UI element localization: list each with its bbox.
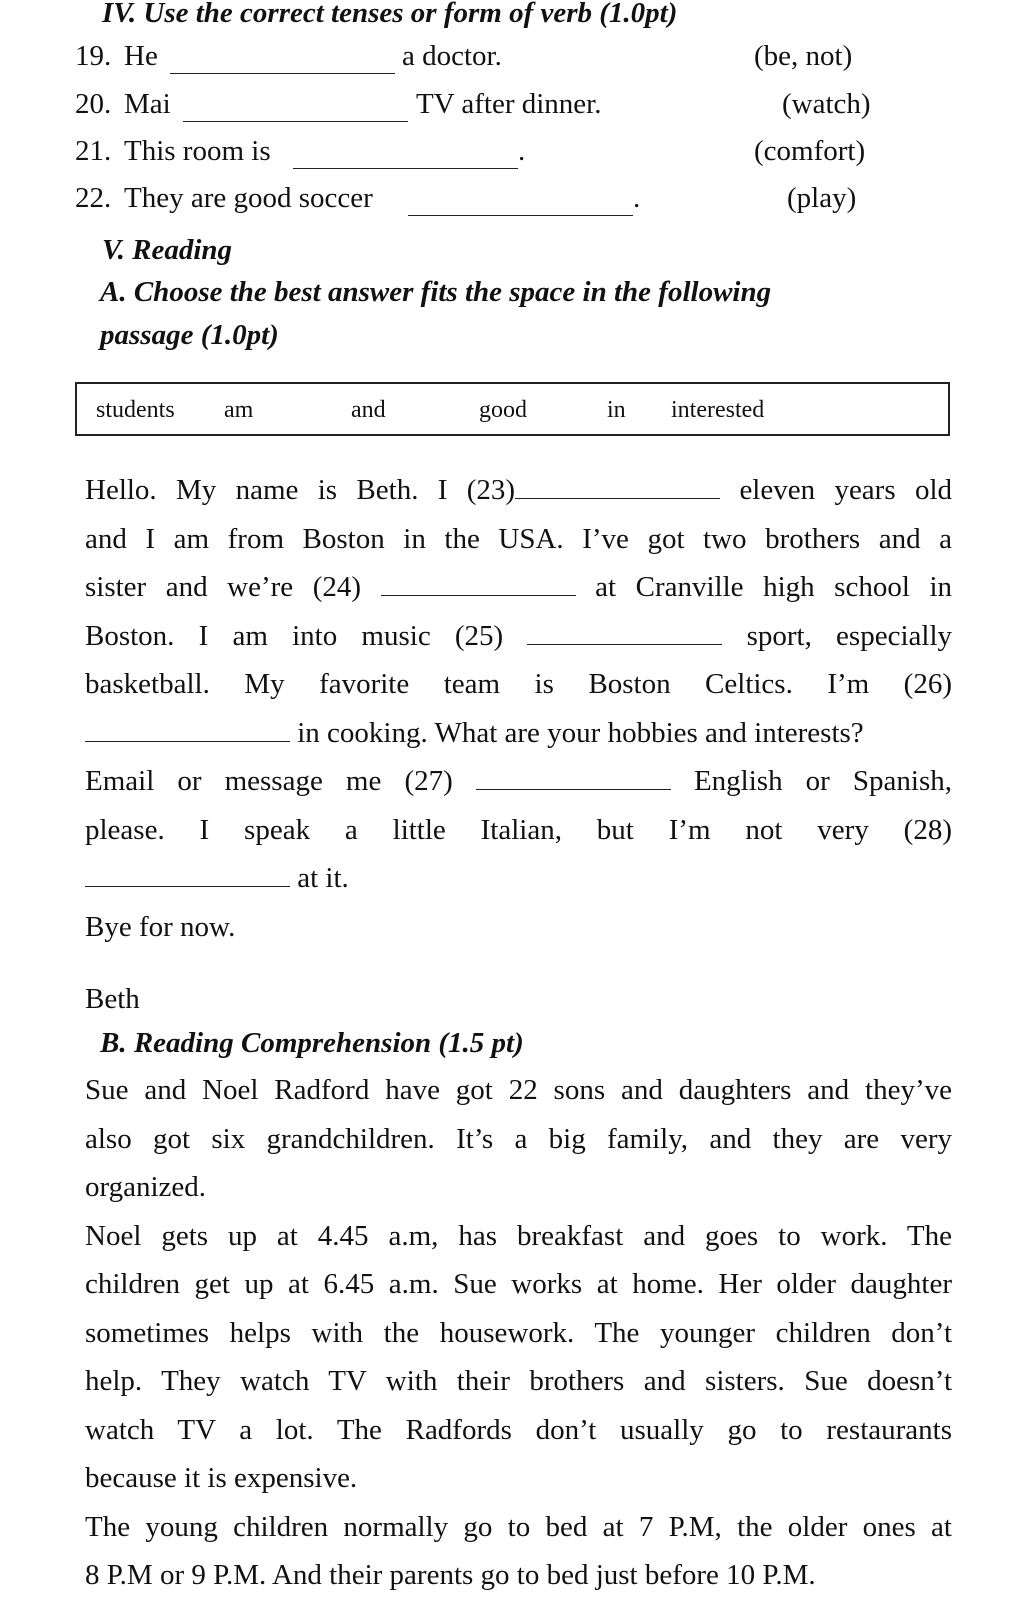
- verb-hint: (play): [787, 182, 857, 214]
- verb-hint: (be, not): [754, 40, 853, 72]
- passage-line: sometimes helps with the housework. The younger children don’t: [85, 1316, 952, 1349]
- answer-blank-19[interactable]: [170, 73, 395, 74]
- word-option: interested: [671, 397, 765, 423]
- item-number: 19.: [75, 40, 112, 72]
- passage-line: children get up at 6.45 a.m. Sue works at home. Her older daughter: [85, 1268, 952, 1300]
- passage-line: organized.: [85, 1171, 207, 1203]
- word-option: in: [607, 397, 626, 423]
- passage-line: Hello. My name is Beth. I (23) eleven years old: [85, 474, 953, 506]
- word-box: [75, 382, 950, 436]
- passage-line: because it is expensive.: [85, 1462, 358, 1494]
- passage-line: sister and we’re (24) at Cranville high school in: [85, 571, 952, 603]
- section-4-title: IV. Use the correct tenses or form of verb (1.0pt): [102, 0, 678, 29]
- part-a-title-line-1: A. Choose the best answer fits the space in the following: [100, 276, 772, 308]
- passage-line: Email or message me (27) English or Spanish,: [85, 765, 952, 797]
- passage-line: basketball. My favorite team is Boston Celtics. I’m (26): [85, 668, 952, 700]
- item-text-after: TV after dinner.: [416, 88, 602, 120]
- reading-passage: [85, 466, 952, 951]
- signature: Beth: [85, 983, 140, 1015]
- part-b-title: B. Reading Comprehension (1.5 pt): [100, 1027, 524, 1059]
- passage-line: Sue and Noel Radford have got 22 sons and daughters and they’ve: [85, 1074, 952, 1106]
- passage-line: help. They watch TV with their brothers and sisters. Sue doesn’t: [85, 1365, 952, 1397]
- item-text-before: Mai: [124, 88, 171, 120]
- answer-blank-22[interactable]: [408, 215, 633, 216]
- answer-blank-27[interactable]: [476, 763, 671, 790]
- passage-line: and I am from Boston in the USA. I’ve got two brothers and a: [85, 522, 952, 555]
- answer-blank-24[interactable]: [381, 569, 576, 596]
- word-option: students: [96, 397, 175, 423]
- passage-line: 8 P.M or 9 P.M. And their parents go to bed just before 10 P.M.: [85, 1559, 816, 1591]
- comprehension-passage: [85, 1066, 952, 1600]
- passage-line: at it.: [85, 854, 952, 903]
- word-option: and: [351, 397, 386, 423]
- section-5-title: V. Reading: [102, 234, 233, 266]
- answer-blank-25[interactable]: [527, 618, 722, 645]
- item-number: 22.: [75, 182, 112, 214]
- passage-line: watch TV a lot. The Radfords don’t usually go to restaurants: [85, 1413, 952, 1446]
- answer-blank-26[interactable]: [85, 715, 290, 742]
- part-a-title-line-2: passage (1.0pt): [100, 319, 279, 351]
- item-text-before: They are good soccer: [124, 182, 373, 214]
- word-option: good: [479, 397, 527, 423]
- item-number: 21.: [75, 135, 112, 167]
- verb-hint: (comfort): [754, 135, 866, 167]
- item-text-before: This room is: [124, 135, 271, 167]
- item-text-before: He: [124, 40, 158, 72]
- item-text-after: .: [633, 182, 641, 214]
- verb-hint: (watch): [782, 88, 871, 120]
- answer-blank-21[interactable]: [293, 168, 518, 169]
- passage-line: Boston. I am into music (25) sport, especially: [85, 619, 952, 652]
- sign-off: Bye for now.: [85, 910, 236, 943]
- item-number: 20.: [75, 88, 112, 120]
- passage-line: please. I speak a little Italian, but I’m not very (28): [85, 813, 952, 846]
- answer-blank-20[interactable]: [183, 121, 408, 122]
- item-text-after: .: [518, 135, 526, 167]
- answer-blank-23[interactable]: [515, 472, 720, 499]
- answer-blank-28[interactable]: [85, 860, 290, 887]
- passage-line: Noel gets up at 4.45 a.m, has breakfast and goes to work. The: [85, 1219, 952, 1252]
- passage-line: also got six grandchildren. It’s a big family, and they are very: [85, 1122, 952, 1155]
- passage-line: in cooking. What are your hobbies and interests?: [85, 709, 952, 758]
- passage-line: The young children normally go to bed at 7 P.M, the older ones at: [85, 1510, 952, 1543]
- item-text-after: a doctor.: [402, 40, 502, 72]
- word-option: am: [224, 397, 254, 423]
